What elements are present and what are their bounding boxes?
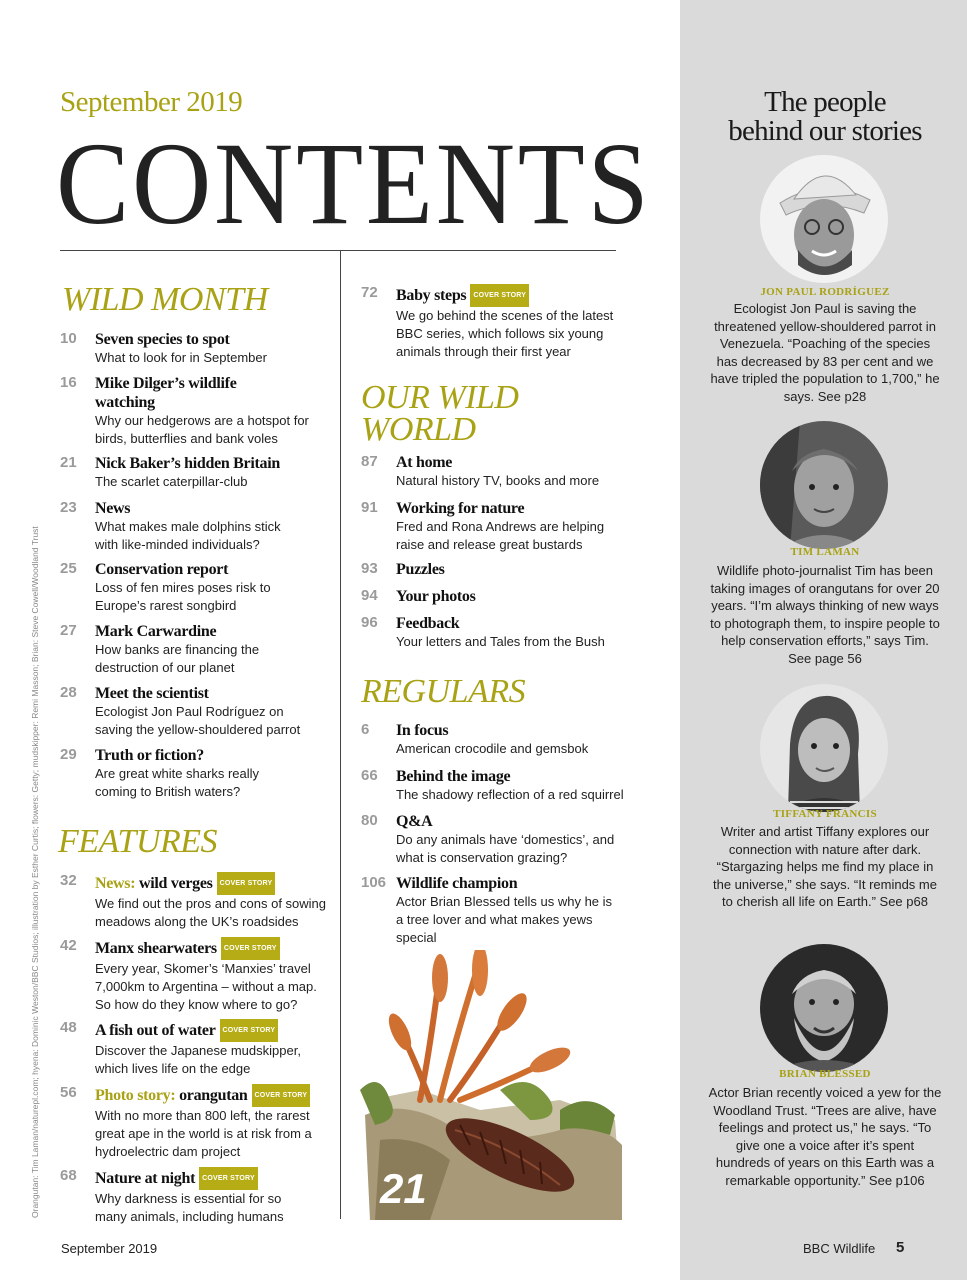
entry-title: Mike Dilger’s wildlife watching	[95, 375, 237, 411]
person-name: BRIAN BLESSED	[779, 1068, 871, 1080]
cover-story-tag: COVER STORY	[221, 937, 280, 960]
page-number: 94	[361, 587, 378, 604]
entry-title: In focus	[396, 722, 449, 739]
toc-entry[interactable]	[361, 874, 641, 947]
entry-prefix: News:	[95, 875, 136, 892]
heading-line: WORLD	[361, 411, 476, 448]
page-number: 93	[361, 560, 378, 577]
person-name: JON PAUL RODRÍGUEZ	[760, 286, 890, 298]
toc-entry[interactable]	[60, 746, 325, 801]
section-heading-regulars: REGULARS	[361, 673, 526, 710]
entry-title: Puzzles	[396, 561, 445, 578]
photo-credits: Orangutan: Tim Laman/naturepl.com; hyena: Dominic Weston/BBC Studios; illustration by Esther Curtis; flowers: Getty; mudskipper: Remi Masson; Brian: Steve Cowell/Woodland Trust	[30, 526, 40, 1218]
section-heading-our-wild-world	[361, 379, 519, 448]
toc-entry[interactable]	[60, 454, 325, 491]
title-divider	[60, 250, 616, 251]
entry-description: Every year, Skomer’s ‘Manxies’ travel 7,000km to Argentina – without a map. So how do they know where to go?	[95, 961, 317, 1012]
cover-story-tag: COVER STORY	[252, 1084, 311, 1107]
page-number: 68	[60, 1167, 77, 1184]
entry-description: Natural history TV, books and more	[396, 473, 600, 488]
entry-description: With no more than 800 left, the rarest great ape in the world is at risk from a hydroelectric dam project	[95, 1108, 312, 1159]
toc-entry[interactable]	[60, 499, 325, 554]
toc-entry[interactable]	[361, 453, 641, 490]
portrait-jon-paul-rodriguez	[760, 155, 888, 283]
toc-entry[interactable]	[361, 284, 641, 361]
people-title	[700, 88, 950, 146]
entry-title: Meet the scientist	[95, 685, 209, 702]
page-number: 10	[60, 330, 77, 347]
entry-title: Baby steps	[396, 287, 467, 304]
entry-description: American crocodile and gemsbok	[396, 741, 589, 756]
entry-prefix: Photo story:	[95, 1087, 176, 1104]
entry-title: News	[95, 500, 131, 517]
cover-story-tag: COVER STORY	[217, 872, 276, 895]
entry-description: The scarlet caterpillar-club	[95, 474, 248, 489]
portrait-tim-laman	[760, 421, 888, 549]
entry-description: How banks are financing the destruction of our planet	[95, 642, 260, 675]
entry-title: Seven species to spot	[95, 331, 230, 348]
entry-title: A fish out of water	[95, 1022, 216, 1039]
entry-description: We find out the pros and cons of sowing meadows along the UK’s roadsides	[95, 896, 327, 929]
entry-title: Working for nature	[396, 500, 525, 517]
column-divider	[340, 251, 341, 1219]
people-title-line: The people	[764, 86, 886, 118]
entry-description: Discover the Japanese mudskipper, which lives life on the edge	[95, 1043, 301, 1076]
entry-title: Mark Carwardine	[95, 623, 217, 640]
page-number: 6	[361, 721, 370, 738]
section-heading-features: FEATURES	[58, 823, 218, 860]
page-number: 27	[60, 622, 77, 639]
entry-description: Your letters and Tales from the Bush	[396, 634, 605, 649]
entry-description: Why darkness is essential for so many animals, including humans	[95, 1191, 284, 1224]
toc-entry[interactable]	[60, 872, 335, 931]
entry-title: wild verges	[138, 875, 213, 892]
entry-description: What makes male dolphins stick with like-minded individuals?	[95, 519, 281, 552]
entry-description: The shadowy reflection of a red squirrel	[396, 787, 624, 802]
entry-title: orangutan	[179, 1087, 248, 1104]
cover-story-tag: COVER STORY	[220, 1019, 279, 1042]
page-number: 66	[361, 767, 378, 784]
toc-entry[interactable]	[361, 812, 641, 867]
entry-title: Manx shearwaters	[95, 940, 217, 957]
page-number: 32	[60, 872, 77, 889]
illustration-page-number: 21	[380, 1165, 427, 1212]
entry-title: Nick Baker’s hidden Britain	[95, 455, 280, 472]
entry-description: Actor Brian Blessed tells us why he is a tree lover and what makes yews special	[396, 894, 613, 945]
page-number: 96	[361, 614, 378, 631]
page-number: 87	[361, 453, 378, 470]
footer-magazine: BBC Wildlife	[803, 1241, 876, 1256]
page-number: 72	[361, 284, 378, 301]
page-number: 80	[361, 812, 378, 829]
person-name: TIM LAMAN	[790, 546, 860, 558]
toc-entry[interactable]	[361, 587, 641, 606]
entry-description: Are great white sharks really coming to British waters?	[95, 766, 260, 799]
page-number: 106	[361, 874, 387, 891]
toc-entry[interactable]	[60, 560, 325, 615]
entry-title: Your photos	[396, 588, 476, 605]
page-number: 21	[60, 454, 77, 471]
entry-title: At home	[396, 454, 453, 471]
entry-title: Nature at night	[95, 1170, 196, 1187]
cover-story-tag: COVER STORY	[470, 284, 529, 307]
issue-date: September 2019	[60, 86, 243, 118]
page-number: 16	[60, 374, 77, 391]
cover-story-tag: COVER STORY	[199, 1167, 258, 1190]
page-number: 28	[60, 684, 77, 701]
person-bio: Ecologist Jon Paul is saving the threatened yellow-shouldered parrot in Venezuela. “Poaching of the species has decreased by 83 per cent and we have tripled the population to 1,700,” he says. See p28	[710, 301, 940, 404]
entry-description: We go behind the scenes of the latest BBC series, which follows six young animals through their first year	[396, 308, 614, 359]
entry-title: Feedback	[396, 615, 460, 632]
section-heading-wild-month: WILD MONTH	[62, 281, 268, 318]
toc-entry[interactable]	[60, 1167, 335, 1226]
toc-entry[interactable]	[361, 560, 641, 579]
entry-description: Why our hedgerows are a hotspot for birds, butterflies and bank voles	[95, 413, 309, 446]
entry-description: What to look for in September	[95, 350, 267, 365]
toc-entry[interactable]	[361, 721, 641, 758]
entry-title: Truth or fiction?	[95, 747, 204, 764]
entry-description: Do any animals have ‘domestics’, and what is conservation grazing?	[396, 832, 615, 865]
people-title-line: behind our stories	[728, 115, 922, 147]
toc-entry[interactable]	[60, 330, 325, 367]
footer-page-number: 5	[896, 1239, 905, 1256]
entry-description: Ecologist Jon Paul Rodríguez on saving the yellow-shouldered parrot	[95, 704, 301, 737]
person-bio: Actor Brian recently voiced a yew for the Woodland Trust. “Trees are alive, have feelings and protect us,” he says. “To give one a voice after it’s spent hundreds of years on this Earth was a remarkable opportunity.” See p106	[708, 1085, 942, 1188]
page-number: 42	[60, 937, 77, 954]
page-number: 56	[60, 1084, 77, 1101]
page-number: 23	[60, 499, 77, 516]
toc-entry[interactable]	[361, 767, 641, 804]
page-number: 25	[60, 560, 77, 577]
page-title: CONTENTS	[56, 118, 652, 249]
page-number: 29	[60, 746, 77, 763]
toc-entry[interactable]	[60, 1084, 335, 1161]
entry-description: Fred and Rona Andrews are helping raise and release great bustards	[396, 519, 605, 552]
entry-title: Q&A	[396, 813, 433, 830]
toc-entry[interactable]	[60, 937, 335, 1014]
entry-title: Behind the image	[396, 768, 511, 785]
person-bio: Wildlife photo-journalist Tim has been taking images of orangutans for over 20 years. “I’m always thinking of new ways to photograph them, to inspire people to help conservation efforts,” says Tim. See page 56	[710, 563, 940, 666]
toc-entry[interactable]	[361, 499, 641, 554]
toc-entry[interactable]	[60, 374, 325, 448]
entry-title: Conservation report	[95, 561, 229, 578]
person-bio: Writer and artist Tiffany explores our connection with nature after dark. “Stargazing helps me find my place in the universe,” she says. “It reminds me to cherish all life on Earth.” See p68	[713, 824, 937, 909]
entry-title: Wildlife champion	[396, 875, 518, 892]
person-name: TIFFANY FRANCIS	[773, 808, 877, 820]
heading-line: OUR WILD	[361, 379, 519, 416]
portrait-tiffany-francis	[760, 684, 888, 812]
portrait-brian-blessed	[760, 944, 888, 1072]
footer-date: September 2019	[61, 1241, 158, 1256]
toc-entry[interactable]	[361, 614, 641, 651]
entry-description: Loss of fen mires poses risk to Europe’s rarest songbird	[95, 580, 271, 613]
toc-entry[interactable]	[60, 1019, 335, 1078]
toc-entry[interactable]	[60, 684, 325, 739]
page-number: 91	[361, 499, 378, 516]
page-number: 48	[60, 1019, 77, 1036]
toc-entry[interactable]	[60, 622, 325, 677]
